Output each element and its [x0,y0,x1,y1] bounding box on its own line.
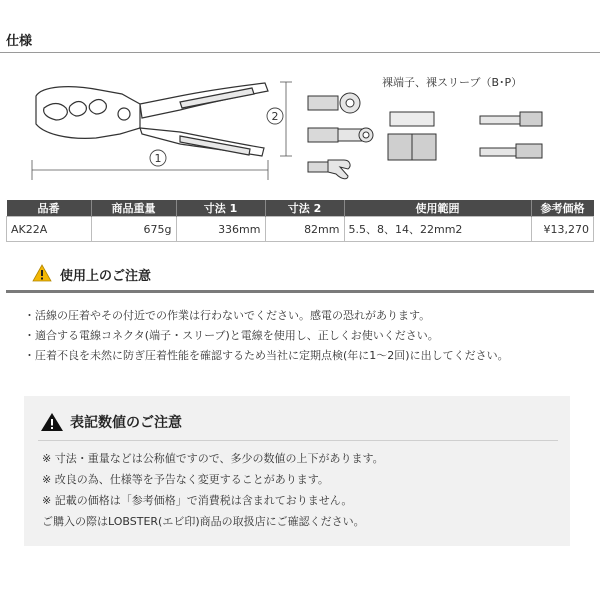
list-item: ※ 改良の為、仕様等を予告なく変更することがあります。 [42,473,329,486]
caution-divider [6,290,594,293]
notice-divider [38,440,558,441]
cell-dim2: 82mm [265,217,344,242]
header-price: 参考価格 [531,200,594,217]
dimension-2-label: 2 [271,110,279,123]
list-item: ・圧着不良を未然に防ぎ圧着性能を確認するため当社に定期点検(年に1～2回)に出してください。 [24,349,509,362]
list-item: ・適合する電線コネクタ(端子・スリーブ)と電線を使用し、正しくお使いください。 [24,329,439,342]
terminal-caption: 裸端子、裸スリーブ（B･P） [382,76,523,89]
title-divider [0,52,600,53]
section-title: 仕様 [6,34,33,49]
caution-list [24,306,509,366]
notice-title: 表記数値のご注意 [70,415,182,431]
notice-list [42,448,384,532]
spec-table-header-row [7,200,594,217]
header-dim1: 寸法 1 [176,200,265,217]
cell-weight: 675g [91,217,176,242]
cell-price: ¥13,270 [531,217,594,242]
warning-icon [32,264,52,286]
warning-icon [40,412,64,436]
cell-range: 5.5、8、14、22mm2 [344,217,531,242]
header-range: 使用範囲 [344,200,531,217]
header-dim2: 寸法 2 [265,200,344,217]
crimper-tool-image [36,83,268,156]
product-figure [30,68,590,198]
notice-box [24,396,570,546]
list-item: ※ 記載の価格は「参考価格」で消費税は含まれておりません。 [42,494,353,507]
cell-dim1: 336mm [176,217,265,242]
list-item: ※ 寸法・重量などは公称値ですので、多少の数値の上下があります。 [42,452,384,465]
dimension-1-marker [150,150,166,166]
list-item: ご購入の際はLOBSTER(エビ印)商品の取扱店にご確認ください。 [42,515,365,528]
dimension-1-label: 1 [154,152,162,165]
cell-part-no: AK22A [7,217,92,242]
caution-header [6,262,594,286]
spec-table [6,200,594,242]
header-part-no: 品番 [7,200,92,217]
caution-title: 使用上のご注意 [60,269,152,284]
header-weight: 商品重量 [91,200,176,217]
table-row [7,217,594,242]
dimension-2-marker [267,108,283,124]
list-item: ・活線の圧着やその付近での作業は行わないでください。感電の恐れがあります。 [24,309,431,322]
terminal-images [308,93,542,179]
